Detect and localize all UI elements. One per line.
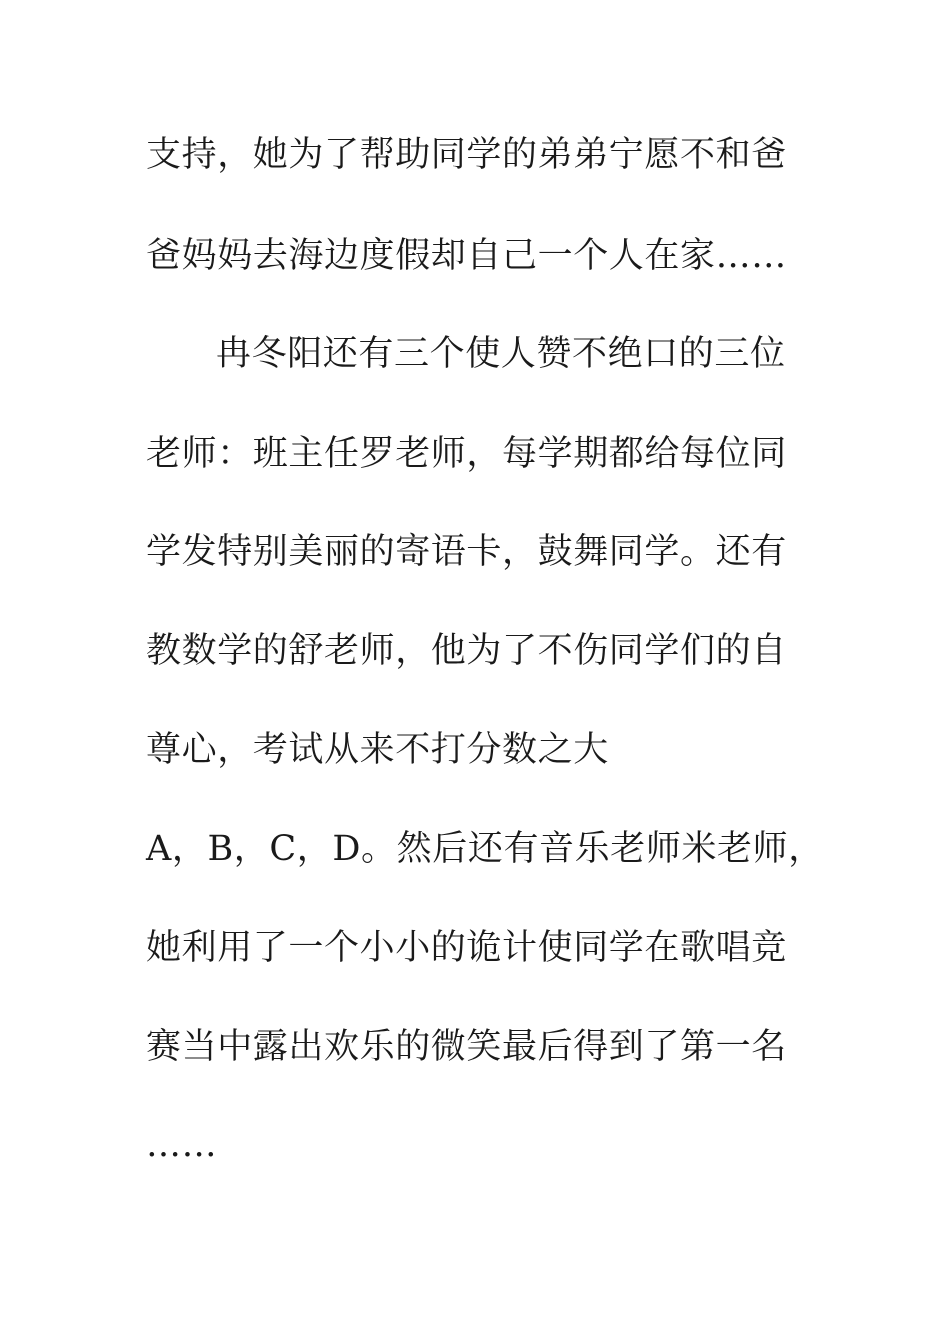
text-line-9: 她利用了一个小小的诡计使同学在歌唱竞 <box>146 928 787 968</box>
text-line-2: 爸妈妈去海边度假却自己一个人在家…… <box>146 236 787 276</box>
text-line-8: A，B，C，D。然后还有音乐老师米老师， <box>146 829 824 869</box>
text-line-1: 支持，她为了帮助同学的弟弟宁愿不和爸 <box>146 135 787 175</box>
text-line-7: 尊心，考试从来不打分数之大 <box>146 730 609 770</box>
text-line-4: 老师：班主任罗老师，每学期都给每位同 <box>146 434 787 474</box>
text-line-10: 赛当中露出欢乐的微笑最后得到了第一名 <box>146 1027 787 1067</box>
text-line-6: 教数学的舒老师，他为了不伤同学们的自 <box>146 631 787 671</box>
text-line-5: 学发特别美丽的寄语卡，鼓舞同学。还有 <box>146 532 787 572</box>
paragraph-first-line: 冉冬阳还有三个使人赞不绝口的三位 <box>216 334 786 374</box>
text-line-11: …… <box>146 1125 218 1165</box>
